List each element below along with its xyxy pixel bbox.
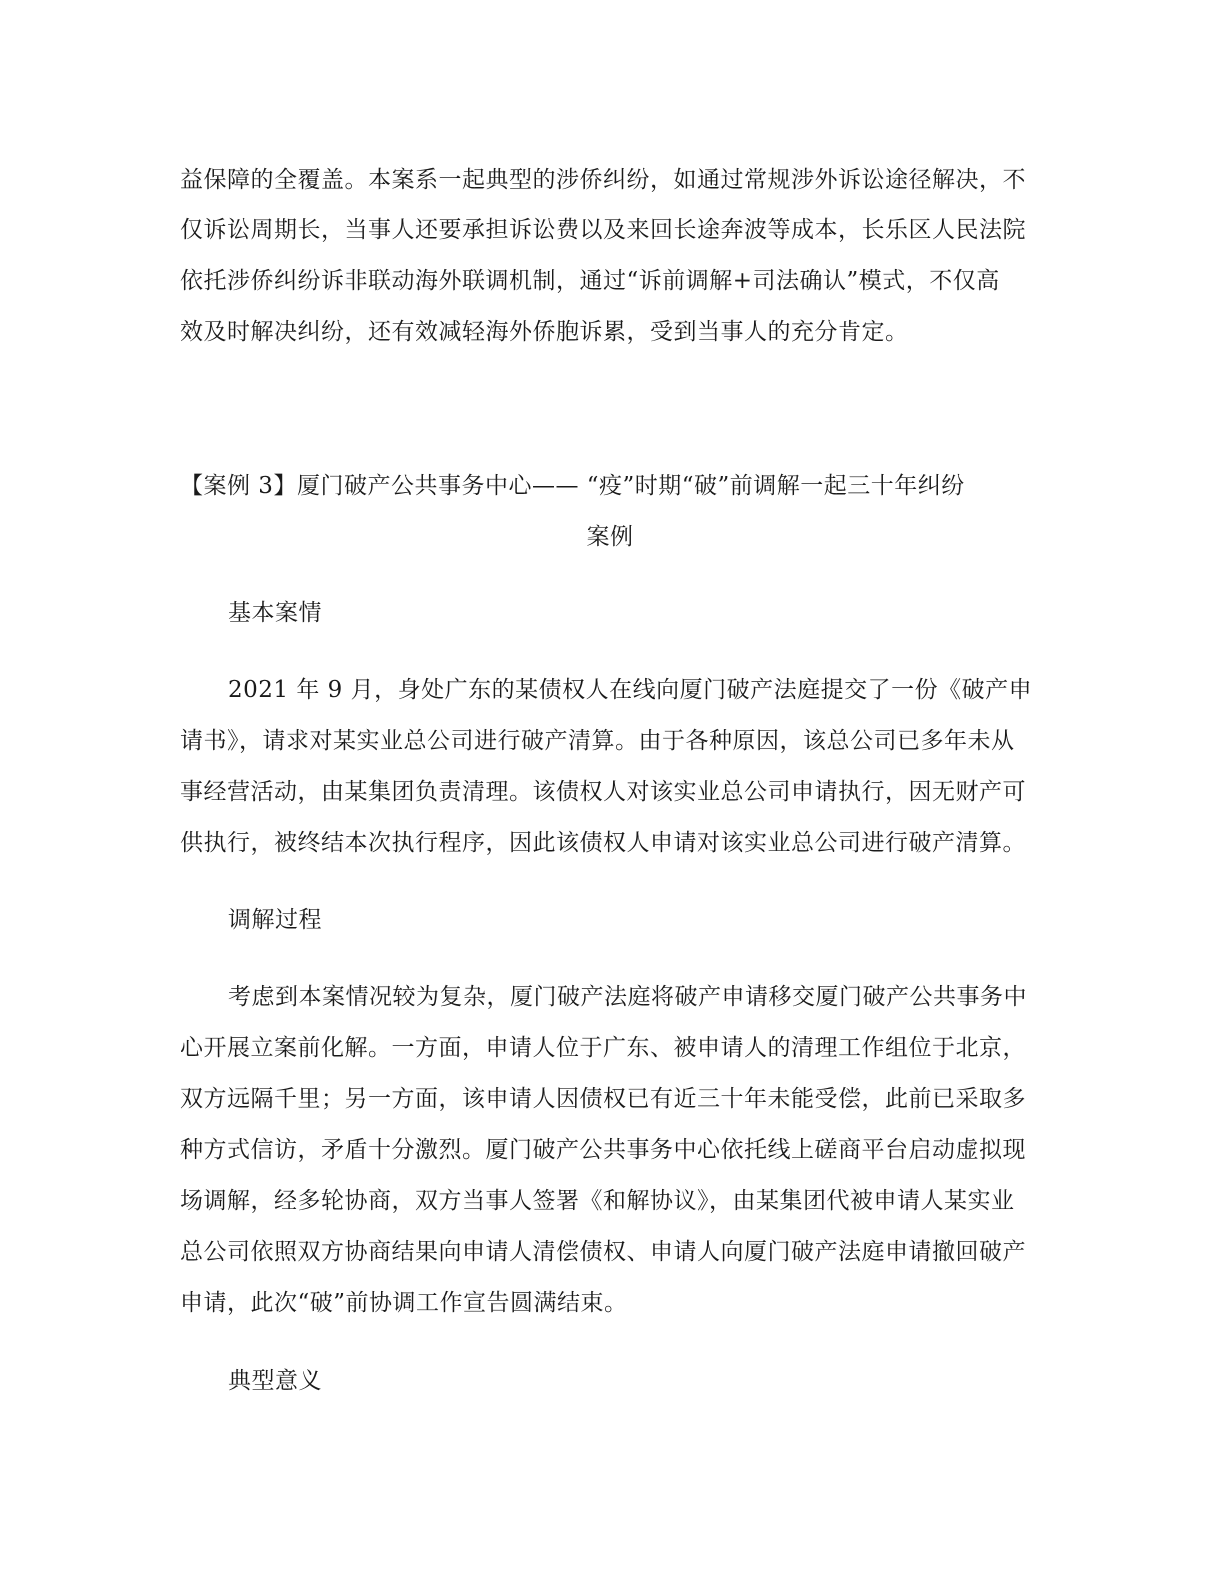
intro-line-3: 依托涉侨纠纷诉非联动海外联调机制，通过“诉前调解+司法确认”模式，不仅高: [180, 268, 1000, 294]
mediation-line-2: 心开展立案前化解。一方面，申请人位于广东、被申请人的清理工作组位于北京，: [180, 1035, 1026, 1061]
basic-line-1: 2021 年 9 月，身处广东的某债权人在线向厦门破产法庭提交了一份《破产申: [228, 677, 1033, 703]
intro-line-2: 仅诉讼周期长，当事人还要承担诉讼费以及来回长途奔波等成本，长乐区人民法院: [180, 217, 1026, 243]
case-title-line-2: 案例: [586, 524, 634, 550]
heading-mediation-process: 调解过程: [228, 907, 322, 933]
mediation-line-1: 考虑到本案情况较为复杂，厦门破产法庭将破产申请移交厦门破产公共事务中: [228, 984, 1027, 1010]
heading-basic-facts: 基本案情: [228, 600, 322, 626]
mediation-line-5: 场调解，经多轮协商，双方当事人签署《和解协议》，由某集团代被申请人某实业: [180, 1188, 1015, 1214]
mediation-line-6: 总公司依照双方协商结果向申请人清偿债权、申请人向厦门破产法庭申请撤回破产: [180, 1239, 1026, 1265]
basic-line-3: 事经营活动，由某集团负责清理。该债权人对该实业总公司申请执行，因无财产可: [180, 779, 1026, 805]
intro-line-1: 益保障的全覆盖。本案系一起典型的涉侨纠纷，如通过常规涉外诉讼途径解决，不: [180, 167, 1026, 193]
intro-line-4: 效及时解决纠纷，还有效减轻海外侨胞诉累，受到当事人的充分肯定。: [180, 319, 909, 345]
mediation-line-7: 申请，此次“破”前协调工作宣告圆满结束。: [180, 1290, 628, 1316]
case-title-line-1: 【案例 3】厦门破产公共事务中心—— “疫”时期“破”前调解一起三十年纠纷: [180, 473, 965, 499]
mediation-line-3: 双方远隔千里；另一方面，该申请人因债权已有近三十年未能受偿，此前已采取多: [180, 1086, 1026, 1112]
heading-typical-significance: 典型意义: [228, 1368, 322, 1394]
basic-line-4: 供执行，被终结本次执行程序，因此该债权人申请对该实业总公司进行破产清算。: [180, 830, 1026, 856]
mediation-line-4: 种方式信访，矛盾十分激烈。厦门破产公共事务中心依托线上磋商平台启动虚拟现: [180, 1137, 1026, 1163]
basic-line-2: 请书》，请求对某实业总公司进行破产清算。由于各种原因，该总公司已多年未从: [180, 728, 1015, 754]
